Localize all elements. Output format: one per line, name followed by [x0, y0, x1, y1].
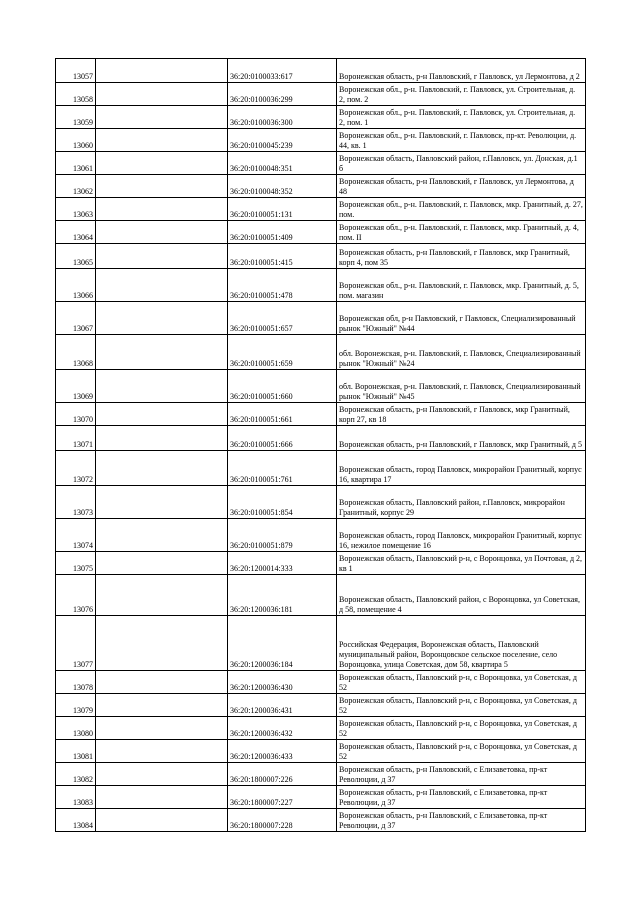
table-row — [56, 370, 586, 403]
empty-cell — [96, 486, 228, 519]
cadastral-number-cell: 36:20:0100051:659 — [228, 335, 337, 370]
empty-cell — [96, 244, 228, 269]
empty-cell — [96, 763, 228, 786]
cadastral-number-cell: 36:20:0100051:660 — [228, 370, 337, 403]
table-row — [56, 486, 586, 519]
cadastral-number-cell: 36:20:0100048:352 — [228, 175, 337, 198]
empty-cell — [96, 403, 228, 426]
address-cell: Воронежская область, Павловский р-н, с Воронцовка, ул Советская, д 52 — [337, 740, 586, 763]
table-row — [56, 740, 586, 763]
row-number-cell: 13074 — [56, 519, 96, 552]
empty-cell — [96, 740, 228, 763]
row-number-cell: 13065 — [56, 244, 96, 269]
cadastral-number-cell: 36:20:0100051:661 — [228, 403, 337, 426]
cadastral-number-cell: 36:20:1200036:184 — [228, 616, 337, 671]
cadastral-number-cell: 36:20:0100036:300 — [228, 106, 337, 129]
table-row — [56, 59, 586, 83]
row-number-cell: 13062 — [56, 175, 96, 198]
cadastral-number-cell: 36:20:0100051:409 — [228, 221, 337, 244]
table-row — [56, 175, 586, 198]
empty-cell — [96, 451, 228, 486]
row-number-cell: 13084 — [56, 809, 96, 832]
cadastral-number-cell: 36:20:0100051:415 — [228, 244, 337, 269]
row-number-cell: 13063 — [56, 198, 96, 221]
address-cell: Воронежская область, Павловский район, г.Павловск, ул. Донская, д.1 б — [337, 152, 586, 175]
table-row — [56, 198, 586, 221]
empty-cell — [96, 83, 228, 106]
row-number-cell: 13081 — [56, 740, 96, 763]
empty-cell — [96, 671, 228, 694]
cadastral-number-cell: 36:20:1200036:432 — [228, 717, 337, 740]
empty-cell — [96, 302, 228, 335]
cadastral-number-cell: 36:20:1800007:228 — [228, 809, 337, 832]
table-row — [56, 616, 586, 671]
table-row — [56, 426, 586, 451]
table-row — [56, 717, 586, 740]
cadastral-number-cell: 36:20:0100051:761 — [228, 451, 337, 486]
empty-cell — [96, 175, 228, 198]
row-number-cell: 13079 — [56, 694, 96, 717]
address-cell: Воронежская обл., р-н. Павловский, г. Павловск, мкр. Гранитный, д. 5, пом. магазин — [337, 269, 586, 302]
table-row — [56, 519, 586, 552]
table-row — [56, 671, 586, 694]
cadastral-number-cell: 36:20:1800007:226 — [228, 763, 337, 786]
empty-cell — [96, 370, 228, 403]
table-row — [56, 575, 586, 616]
row-number-cell: 13077 — [56, 616, 96, 671]
row-number-cell: 13059 — [56, 106, 96, 129]
address-cell: Воронежская область, р-н Павловский, с Елизаветовка, пр-кт Революции, д 37 — [337, 763, 586, 786]
cadastral-number-cell: 36:20:0100036:299 — [228, 83, 337, 106]
row-number-cell: 13064 — [56, 221, 96, 244]
table-row — [56, 244, 586, 269]
cadastral-number-cell: 36:20:0100051:657 — [228, 302, 337, 335]
table-row — [56, 335, 586, 370]
row-number-cell: 13083 — [56, 786, 96, 809]
cadastral-number-cell: 36:20:0100051:478 — [228, 269, 337, 302]
empty-cell — [96, 106, 228, 129]
address-cell: Воронежская область, Павловский р-н, с Воронцовка, ул Советская, д 52 — [337, 717, 586, 740]
address-cell: Воронежская обл., р-н. Павловский, г. Павловск, пр-кт. Революции, д. 44, кв. 1 — [337, 129, 586, 152]
row-number-cell: 13082 — [56, 763, 96, 786]
address-cell: Воронежская область, Павловский р-н, с Воронцовка, ул Почтовая, д 2, кв 1 — [337, 552, 586, 575]
row-number-cell: 13061 — [56, 152, 96, 175]
row-number-cell: 13068 — [56, 335, 96, 370]
row-number-cell: 13067 — [56, 302, 96, 335]
table-row — [56, 552, 586, 575]
empty-cell — [96, 269, 228, 302]
table-row — [56, 786, 586, 809]
address-cell: Воронежская обл., р-н. Павловский, г. Павловск, мкр. Гранитный, д. 4, пом. II — [337, 221, 586, 244]
empty-cell — [96, 221, 228, 244]
empty-cell — [96, 519, 228, 552]
empty-cell — [96, 152, 228, 175]
address-cell: Воронежская область, р-н Павловский, г Павловск, ул Лермонтова, д 48 — [337, 175, 586, 198]
table-row — [56, 152, 586, 175]
address-cell: Воронежская область, р-н Павловский, г Павловск, мкр Гранитный, корп 27, кв 18 — [337, 403, 586, 426]
empty-cell — [96, 786, 228, 809]
address-cell: Воронежская область, город Павловск, микрорайон Гранитный, корпус 16, нежилое помещение 16 — [337, 519, 586, 552]
row-number-cell: 13075 — [56, 552, 96, 575]
address-cell: Воронежская обл, р-н Павловский, г Павловск, Специализированный рынок "Южный" №44 — [337, 302, 586, 335]
address-cell: Воронежская область, р-н Павловский, г Павловск, мкр Гранитный, д 5 — [337, 426, 586, 451]
address-cell: обл. Воронежская, р-н. Павловский, г. Павловск, Специализированный рынок "Южный" №45 — [337, 370, 586, 403]
cadastral-number-cell: 36:20:0100051:666 — [228, 426, 337, 451]
row-number-cell: 13071 — [56, 426, 96, 451]
table-row — [56, 221, 586, 244]
address-cell: Воронежская область, р-н Павловский, г Павловск, ул Лермонтова, д 2 — [337, 59, 586, 83]
cadastral-number-cell: 36:20:1200036:181 — [228, 575, 337, 616]
row-number-cell: 13078 — [56, 671, 96, 694]
address-cell: Воронежская область, р-н Павловский, с Елизаветовка, пр-кт Революции, д 37 — [337, 809, 586, 832]
table-row — [56, 269, 586, 302]
row-number-cell: 13072 — [56, 451, 96, 486]
table-row — [56, 694, 586, 717]
row-number-cell: 13057 — [56, 59, 96, 83]
empty-cell — [96, 717, 228, 740]
address-cell: Воронежская область, р-н Павловский, г Павловск, мкр Гранитный, корп 4, пом 35 — [337, 244, 586, 269]
empty-cell — [96, 198, 228, 221]
cadastral-number-cell: 36:20:1200014:333 — [228, 552, 337, 575]
row-number-cell: 13066 — [56, 269, 96, 302]
address-cell: обл. Воронежская, р-н. Павловский, г. Павловск, Специализированный рынок "Южный" №24 — [337, 335, 586, 370]
table-row — [56, 129, 586, 152]
cadastral-number-cell: 36:20:1200036:433 — [228, 740, 337, 763]
table-row — [56, 809, 586, 832]
row-number-cell: 13080 — [56, 717, 96, 740]
table-row — [56, 763, 586, 786]
address-cell: Воронежская область, город Павловск, микрорайон Гранитный, корпус 16, квартира 17 — [337, 451, 586, 486]
empty-cell — [96, 59, 228, 83]
cadastral-number-cell: 36:20:0100048:351 — [228, 152, 337, 175]
address-cell: Воронежская обл., р-н. Павловский, г. Павловск, ул. Строительная, д. 2, пом. 1 — [337, 106, 586, 129]
row-number-cell: 13058 — [56, 83, 96, 106]
cadastral-number-cell: 36:20:0100033:617 — [228, 59, 337, 83]
address-cell: Воронежская область, р-н Павловский, с Елизаветовка, пр-кт Революции, д 37 — [337, 786, 586, 809]
row-number-cell: 13073 — [56, 486, 96, 519]
address-cell: Воронежская область, Павловский р-н, с Воронцовка, ул Советская, д 52 — [337, 694, 586, 717]
address-cell: Воронежская обл., р-н. Павловский, г. Павловск, мкр. Гранитный, д. 27, пом. — [337, 198, 586, 221]
row-number-cell: 13076 — [56, 575, 96, 616]
empty-cell — [96, 129, 228, 152]
empty-cell — [96, 616, 228, 671]
address-cell: Воронежская область, Павловский район, г.Павловск, микрорайон Гранитный, корпус 29 — [337, 486, 586, 519]
empty-cell — [96, 694, 228, 717]
table-row — [56, 302, 586, 335]
registry-table — [55, 58, 586, 832]
address-cell: Воронежская обл., р-н. Павловский, г. Павловск, ул. Строительная, д. 2, пом. 2 — [337, 83, 586, 106]
table-row — [56, 451, 586, 486]
cadastral-number-cell: 36:20:1200036:431 — [228, 694, 337, 717]
address-cell: Российская Федерация, Воронежская область, Павловский муниципальный район, Воронцовское сельское поселение, село Воронцовка, улица Советская, дом 58, квартира 5 — [337, 616, 586, 671]
empty-cell — [96, 335, 228, 370]
cadastral-number-cell: 36:20:1800007:227 — [228, 786, 337, 809]
address-cell: Воронежская область, Павловский р-н, с Воронцовка, ул Советская, д 52 — [337, 671, 586, 694]
address-cell: Воронежская область, Павловский район, с Воронцовка, ул Советская, д 58, помещение 4 — [337, 575, 586, 616]
cadastral-number-cell: 36:20:0100045:239 — [228, 129, 337, 152]
cadastral-number-cell: 36:20:0100051:854 — [228, 486, 337, 519]
cadastral-number-cell: 36:20:0100051:879 — [228, 519, 337, 552]
table-row — [56, 403, 586, 426]
empty-cell — [96, 552, 228, 575]
row-number-cell: 13069 — [56, 370, 96, 403]
table-row — [56, 106, 586, 129]
registry-table-body — [56, 59, 586, 832]
cadastral-number-cell: 36:20:0100051:131 — [228, 198, 337, 221]
empty-cell — [96, 575, 228, 616]
cadastral-number-cell: 36:20:1200036:430 — [228, 671, 337, 694]
empty-cell — [96, 426, 228, 451]
empty-cell — [96, 809, 228, 832]
table-row — [56, 83, 586, 106]
row-number-cell: 13060 — [56, 129, 96, 152]
row-number-cell: 13070 — [56, 403, 96, 426]
